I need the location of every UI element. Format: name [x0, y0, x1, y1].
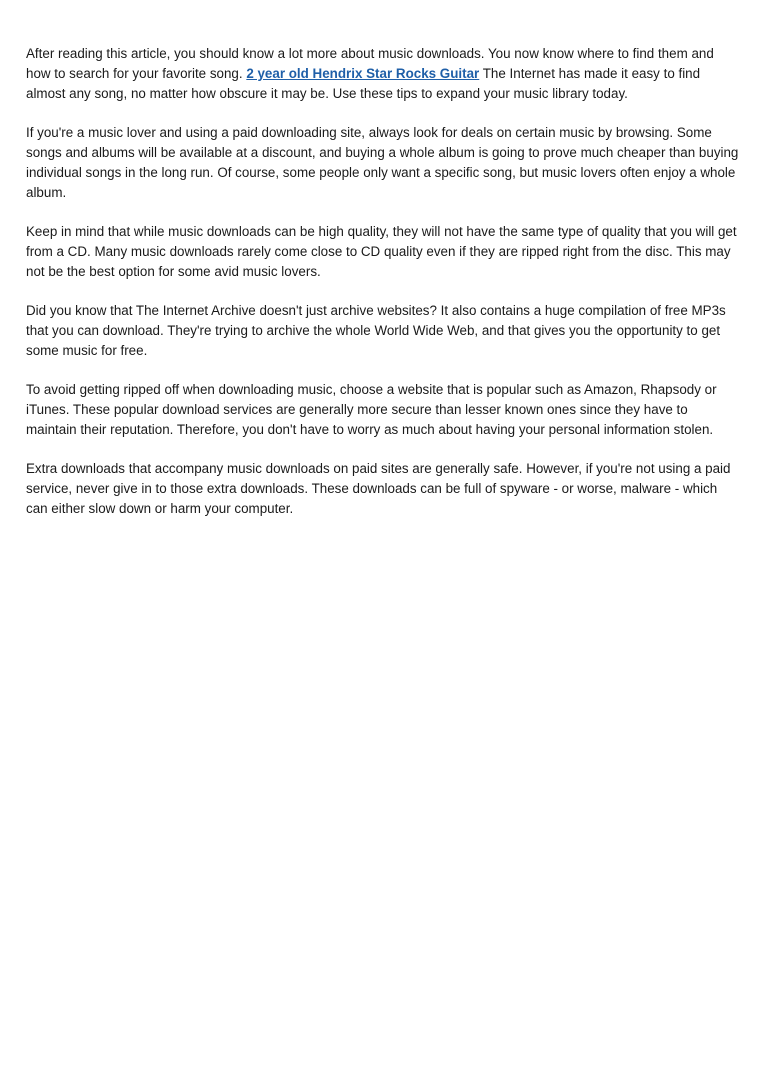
paragraph-3: Keep in mind that while music downloads can be high quality, they will not have the same type of quality that you will get from a CD. Many music downloads rarely come close to CD quality even if they are ripped right from the disc. This may not be the best option for some avid music lovers.	[26, 224, 737, 279]
paragraph-5: To avoid getting ripped off when downloading music, choose a website that is popular such as Amazon, Rhapsody or iTunes. These popular download services are generally more secure than lesser known ones since they have to maintain their reputation. Therefore, you don't have to worry as much about having your personal information stolen.	[26, 382, 717, 437]
paragraph-2: If you're a music lover and using a paid downloading site, always look for deals on certain music by browsing. Some songs and albums will be available at a discount, and buying a whole album is going to prove much cheaper than buying individual songs in the long run. Of course, some people only want a specific song, but music lovers often enjoy a whole album.	[26, 125, 739, 200]
hendrix-article-link[interactable]: 2 year old Hendrix Star Rocks Guitar	[246, 66, 480, 81]
paragraph-1-text-after: The Internet has made it easy to find almost any song, no matter how obscure it may be. Use these tips to expand your music library today.	[26, 66, 701, 101]
paragraph-1-text-before: After reading this article, you should know a lot more about music downloads. You now know where to find them and how to search for your favorite song.	[26, 46, 714, 81]
paragraph-1	[26, 44, 742, 104]
paragraph-6: Extra downloads that accompany music downloads on paid sites are generally safe. However, if you're not using a paid service, never give in to those extra downloads. These downloads can be full of spyware - or worse, malware - which can either slow down or harm your computer.	[26, 461, 731, 516]
document-page	[26, 44, 742, 538]
paragraph-4: Did you know that The Internet Archive doesn't just archive websites? It also contains a huge compilation of free MP3s that you can download. They're trying to archive the whole World Wide Web, and that gives you the opportunity to get some music for free.	[26, 303, 726, 358]
